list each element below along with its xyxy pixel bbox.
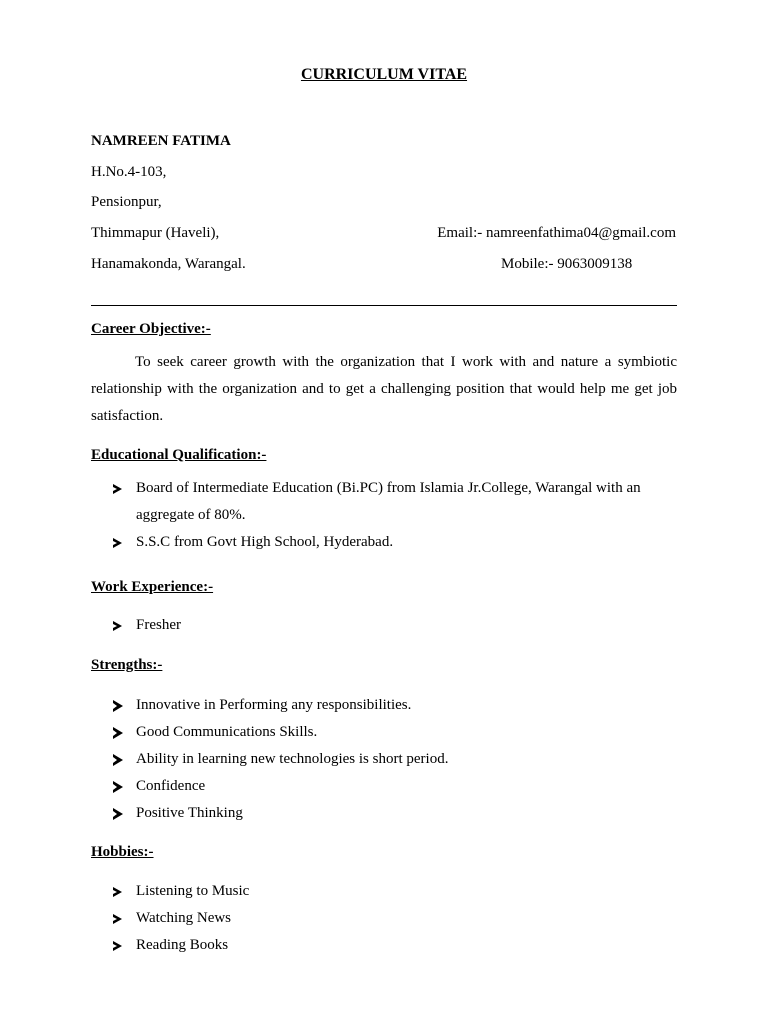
hobby-item-text: Reading Books	[136, 937, 229, 953]
strength-item-text: Positive Thinking	[136, 805, 243, 821]
arrowhead-bullet-icon	[113, 538, 122, 548]
strength-item-text: Ability in learning new technologies is short period.	[136, 751, 449, 767]
document-title: CURRICULUM VITAE	[300, 66, 468, 83]
header-divider	[91, 305, 677, 306]
arrowhead-bullet-icon	[113, 914, 122, 924]
arrowhead-bullet-icon	[113, 941, 122, 951]
address-line-1: H.No.4-103,	[91, 164, 167, 180]
strengths-heading: Strengths:-	[91, 657, 163, 673]
strengths-list	[0, 692, 768, 827]
education-heading: Educational Qualification:-	[91, 447, 267, 463]
arrowhead-bullet-icon	[113, 754, 123, 766]
list-item	[0, 773, 676, 800]
education-item-text: S.S.C from Govt High School, Hyderabad.	[136, 534, 394, 550]
arrowhead-bullet-icon	[113, 781, 123, 793]
list-item	[0, 932, 676, 959]
arrowhead-bullet-icon	[113, 621, 122, 631]
address-line-3: Thimmapur (Haveli),	[91, 225, 220, 241]
mobile-contact: Mobile:- 9063009138	[501, 256, 633, 272]
address-line-4: Hanamakonda, Warangal.	[91, 256, 246, 272]
hobbies-heading: Hobbies:-	[91, 844, 154, 860]
hobbies-list	[0, 878, 768, 959]
list-item	[0, 475, 676, 529]
arrowhead-bullet-icon	[113, 700, 123, 712]
list-item	[0, 692, 676, 719]
hobby-item-text: Watching News	[136, 910, 232, 926]
career-objective-text: To seek career growth with the organization that I work with and nature a symbiotic relationship with the organization and to get a challenging position that would help me get job satisfaction.	[91, 354, 677, 424]
applicant-name: NAMREEN FATIMA	[91, 133, 231, 149]
arrowhead-bullet-icon	[113, 484, 122, 494]
list-item	[0, 800, 676, 827]
list-item	[0, 612, 676, 639]
arrowhead-bullet-icon	[113, 727, 123, 739]
list-item	[0, 529, 676, 556]
strength-item-text: Innovative in Performing any responsibilities.	[136, 697, 412, 713]
list-item	[0, 878, 676, 905]
work-experience-heading: Work Experience:-	[91, 579, 214, 595]
hobby-item-text: Listening to Music	[136, 883, 250, 899]
education-item-text: Board of Intermediate Education (Bi.PC) from Islamia Jr.College, Warangal with an aggregate of 80%.	[136, 480, 641, 523]
strength-item-text: Confidence	[136, 778, 206, 794]
work-experience-list	[0, 612, 768, 639]
list-item	[0, 719, 676, 746]
work-item-text: Fresher	[136, 617, 181, 633]
list-item	[0, 905, 676, 932]
strength-item-text: Good Communications Skills.	[136, 724, 318, 740]
education-list	[0, 475, 768, 556]
career-objective-heading: Career Objective:-	[91, 321, 211, 337]
list-item	[0, 746, 676, 773]
arrowhead-bullet-icon	[113, 808, 123, 820]
arrowhead-bullet-icon	[113, 887, 122, 897]
address-line-2: Pensionpur,	[91, 194, 162, 210]
email-contact: Email:- namreenfathima04@gmail.com	[437, 225, 676, 241]
